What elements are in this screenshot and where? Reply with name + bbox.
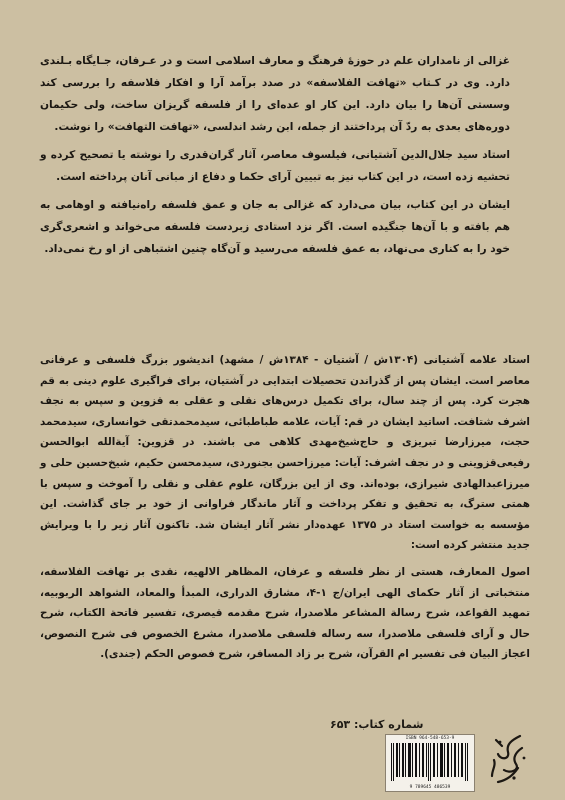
book-number: شماره کتاب: ۶۵۳ xyxy=(330,718,424,731)
isbn-text: ISBN 964-548-653-9 xyxy=(405,736,455,741)
intro-paragraph-1: غزالی از نامداران علم در حوزۀ فرهنگ و معارف اسلامی است و در عـرفان، جـایگاه بـلندی دارد. وی در کـتاب «تهافت الفلاسفه» در صدد برآمد آرا و افکار فلاسفه را بررسی کند وسستی آن‌ها را بیان دارد. این کار او عده‌ای را از فلسفه گریزان ساخت، ولی حکیمان دوره‌های بعدی به ردّ آن پرداختند از جمله، ابن رشد اندلسی، «تهافت التهافت» را نوشت. xyxy=(40,55,510,133)
publisher-logo-icon xyxy=(486,730,530,790)
intro-paragraph-3: ایشان در این کتاب، بیان می‌دارد که غزالی به جان و عمق فلسفه راه‌نیافته و اوهامی به هم بافته و با آن‌ها جنگیده است. اگر نزد استادی زبردست فلسفه می‌خواند و اشعری‌گری خود را به کناری می‌نهاد، به عمق فلسفه می‌رسید و آن‌گاه چنین اشتباهی از او رخ نمی‌داد. xyxy=(40,199,510,255)
intro-paragraph-2: استاد سید جلال‌الدین آشتیانی، فیلسوف معاصر، آثار گران‌قدری را نوشته یا تصحیح کرده و تحشیه زده است، در این کتاب نیز به تبیین آرای حکما و دفاع از مبانی آنان پرداخته است. xyxy=(40,149,510,183)
barcode-bars-icon xyxy=(390,743,470,781)
bio-paragraph-1: استاد علامه آشتیانی (۱۳۰۴ش / آشتیان - ۱۳۸۴ش / مشهد) اندیشور بزرگ فلسفی و عرفانی معاصر است. ایشان پس از گذراندن تحصیلات ابتدایی در آشتیان، برای فراگیری علوم دینی به قم هجرت کرد. پس از چند سال، برای تکمیل درس‌های نقلی و عقلی به قزوین و سپس به نجف اشرف شتافت. اساتید ایشان در قم: آیات، علامه طباطبائی، سیدمحمدتقی خوانساری، سیدمحمد حجت، میرزارضا تبریزی و حاج‌شیخ‌مهدی کلاهی می باشند. در قزوین: آیة‌الله ابوالحسن رفیعی‌قزوینی و در نجف اشرف: آیات: میرزاحسن بجنوردی، سیدمحسن حکیم، شیخ‌حسین حلی و میرزاعبدالهادی شیرازی، بوده‌اند. وی از این بزرگان، علوم عقلی و نقلی را آموخت و سپس با همتی سترگ، به تحقیق و تفکر پرداخت و آثار ماندگار فراوانی از خود بر جای گذاشت. این مؤسسه به خواست استاد در ۱۳۷۵ عهده‌دار نشر آثار ایشان شد. تاکنون آثار زیر را با ویرایش جدید منتشر کرده است: xyxy=(40,354,530,552)
ean-text: 9 789645 486539 xyxy=(409,785,451,790)
works-list-paragraph: اصول المعارف، هستی از نظر فلسفه و عرفان، المظاهر الالهیه، نقدی بر تهافت الفلاسفه، منتخباتی از آثار حکمای الهی ایران/ج ۱-۴، مشارق الدراری، المبدأ والمعاد، الشواهد الربوبیه، تمهید القواعد، شرح رسالة المشاعر ملاصدرا، شرح مقدمه قیصری، تفسیر فاتحة الکتاب، شرح حال و آرای فلسفی ملاصدرا، سه رساله فلسفی ملاصدرا، مشرع الخصوص فی شرح النصوص، اعجاز البیان فی تفسیر ام القرآن، شرح بر زاد المسافر، شرح فصوص الحکم (جندی). xyxy=(40,565,530,661)
barcode xyxy=(385,734,475,792)
intro-section xyxy=(40,50,510,266)
author-bio-section xyxy=(40,350,530,671)
